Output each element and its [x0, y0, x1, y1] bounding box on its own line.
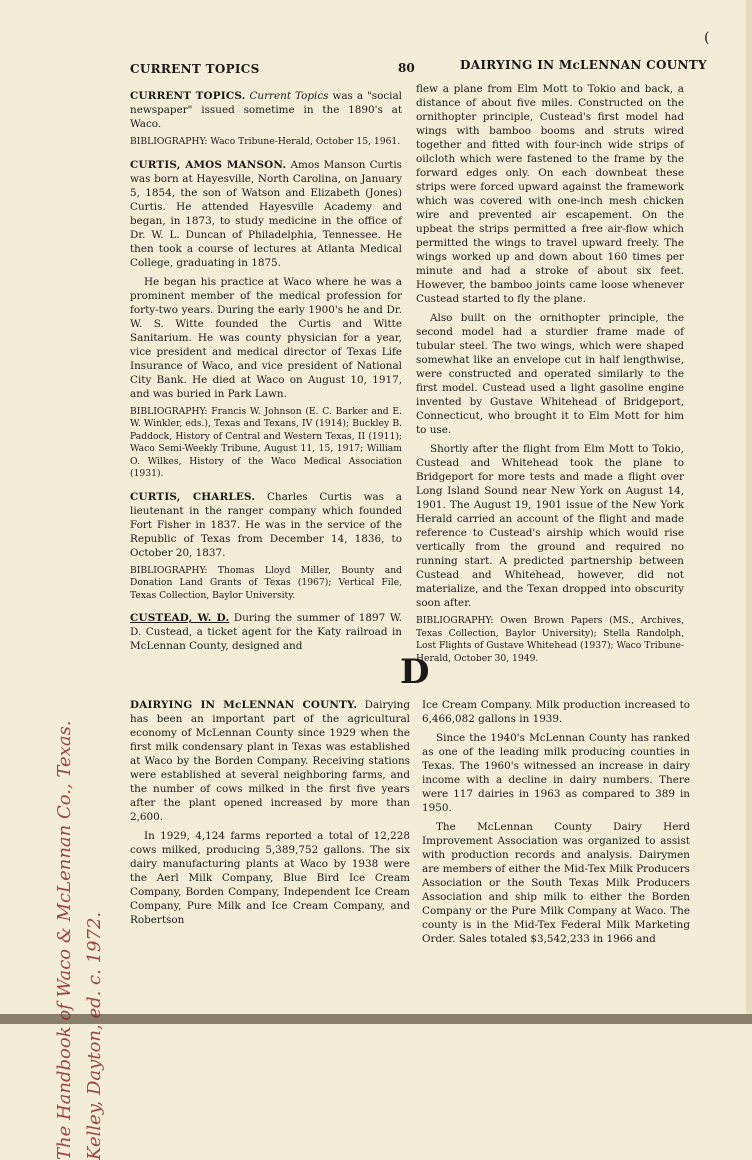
column-3: [130, 698, 410, 932]
entry-heading: CUSTEAD, W. D.: [130, 612, 230, 624]
bibliography: BIBLIOGRAPHY: Francis W. Johnson (E. C. Barker and E. W. Winkler, eds.), Texas and Texans, IV (1914); Buckley B. Paddock, History of Central and Western Texas, II (1911); Waco Semi-Weekly Tribune, August 11, 15, 1917; William O. Wilkes, History of the Waco Medical Association (1931).: [130, 405, 402, 479]
entry-paragraph: The McLennan County Dairy Herd Improvement Association was organized to assist with production records and analysis. Dairymen are members of either the Mid-Tex Milk Producers Association or the South Texas Milk Producers Association and ship milk to either the Borden Company or the Pure Milk Company at Waco. The county is in the Mid-Tex Federal Milk Marketing Order. Sales totaled $3,542,233 in 1966 and: [422, 821, 690, 945]
page-edge: [746, 0, 752, 1024]
entry-paragraph: Shortly after the flight from Elm Mott to Tokio, Custead and Whitehead took the plane to Bridgeport for more tests and made a flight over Long Island Sound near New York on August 14, 1901. The August 19, 1901 issue of the New York Herald carried an account of the flight and made reference to Custead's airship which would rise vertically from the ground and required no running start. A predicted partnership between Custead and Whitehead, however, did not materialize, and the Texan dropped into obscurity soon after.: [416, 443, 684, 609]
corner-mark: (: [704, 30, 710, 46]
scan-bottom-edge: [0, 1014, 752, 1024]
entry-paragraph: He began his practice at Waco where he was a prominent member of the medical profession for forty-two years. During the early 1900's he and Dr. W. S. Witte founded the Curtis and Witte Sanitarium. He was county physician for a year, vice president and medical director of Texas Life Insurance of Waco, and vice president of National City Bank. He died at Waco on August 10, 1917, and was buried in Park Lawn.: [130, 275, 402, 400]
bibliography: BIBLIOGRAPHY: Thomas Lloyd Miller, Bounty and Donation Land Grants of Texas (1967); Vertical File, Texas Collection, Baylor University.: [130, 564, 402, 601]
entry-dairying: [130, 698, 410, 824]
entry-curtis-amos: [130, 158, 402, 270]
entry-text: Amos Manson Curtis was born at Hayesville, North Carolina, on January 5, 1854, the son of Watson and Elizabeth (Jones) Curtis. He attended Hayesville Academy and began, in 1873, to study medicine in the office of Dr. W. L. Duncan of Philadelphia, Tennessee. He then took a course of lectures at Atlanta Medical College, graduating in 1875.: [130, 158, 403, 269]
handwritten-margin-note: [50, 340, 110, 1160]
page-number: 80: [398, 61, 415, 75]
entry-paragraph: Since the 1940's McLennan County has ranked as one of the leading milk producing counties in Texas. The 1960's witnessed an increase in dairy income with a decline in dairy numbers. There were 117 dairies in 1963 as compared to 389 in 1950.: [422, 732, 690, 814]
bibliography: BIBLIOGRAPHY: Waco Tribune-Herald, October 15, 1961.: [130, 136, 401, 147]
column-4: [422, 698, 690, 951]
entry-text: Dairying has been an important part of the agricultural economy of McLennan County since 1929 when the first milk condensary plant in Texas was established at Waco by the Borden Company. Receiving stations were established at several neighboring farms, and the number of cows milked in the first five years after the plant opened increased by more than 2,600.: [130, 699, 410, 823]
entry-paragraph: Ice Cream Company. Milk production increased to 6,466,082 gallons in 1939.: [422, 699, 690, 725]
handwritten-line: The Handbook of Waco & McLennan Co., Texas.: [54, 720, 75, 1160]
entry-paragraph: flew a plane from Elm Mott to Tokio and back, a distance of about five miles. Constructed on the ornithopter principle, Custead's first model had wings with bamboo booms and struts wired together and fitted with four-inch wide strips of oilcloth which were fastened to the frame by the forward edges only. On each downbeat these strips were forced upward against the framework which was covered with one-inch mesh chicken wire and prevented air escapement. On the upbeat the strips permitted a free air-flow which permitted the wings to travel upward freely. The wings worked up and down about 160 times per minute and had a stroke of about six feet. However, the bamboo joints came loose whenever Custead started to fly the plane.: [416, 83, 684, 305]
section-letter: D: [400, 652, 430, 692]
entry-italic-title: Current Topics: [249, 90, 329, 102]
bibliography: BIBLIOGRAPHY: Owen Brown Papers (MS., Archives, Texas Collection, Baylor University); Stella Randolph, Lost Flights of Gustave Whitehead (1937); Waco Tribune-Herald, October 30, 1949.: [416, 615, 684, 664]
entry-current-topics: [130, 89, 402, 131]
entry-text: During the summer of 1897 W. D. Custead, a ticket agent for the Katy railroad in McLennan County, designed and: [130, 612, 402, 652]
entry-custead: [130, 611, 402, 653]
running-head-right: DAIRYING IN McLENNAN COUNTY: [460, 58, 707, 72]
column-2: [416, 82, 684, 674]
entry-heading: DAIRYING IN McLENNAN COUNTY.: [130, 699, 358, 711]
entry-curtis-charles: [130, 490, 402, 560]
entry-heading: CURTIS, AMOS MANSON.: [130, 158, 287, 171]
entry-heading: CURRENT TOPICS.: [130, 90, 246, 102]
entry-text: was a "social newspaper" issued sometime in the 1890's at Waco.: [130, 90, 402, 130]
entry-heading: CURTIS, CHARLES.: [130, 490, 256, 503]
column-1: [130, 89, 402, 658]
entry-paragraph: Also built on the ornithopter principle, the second model had a sturdier frame made of tubular steel. The two wings, which were shaped somewhat like an envelope cut in half lengthwise, were constructed and operated similarly to the first model. Custead used a light gasoline engine invented by Gustave Whitehead of Bridgeport, Connecticut, who brought it to Elm Mott for him to use.: [416, 312, 684, 436]
running-head-left: CURRENT TOPICS: [130, 62, 260, 76]
entry-text: Charles Curtis was a lieutenant in the ranger company which founded Fort Fisher in 1837. He was in the service of the Republic of Texas from December 14, 1836, to October 20, 1837.: [130, 490, 402, 559]
handwritten-line: Kelley, Dayton, ed. c. 1972.: [84, 911, 105, 1160]
entry-paragraph: In 1929, 4,124 farms reported a total of 12,228 cows milked, producing 5,389,752 gallons. The six dairy manufacturing plants at Waco by 1938 were the Aerl Milk Company, Blue Bird Ice Cream Company, Borden Company, Independent Ice Cream Company, Pure Milk and Ice Cream Company, and Robertson: [130, 830, 410, 926]
